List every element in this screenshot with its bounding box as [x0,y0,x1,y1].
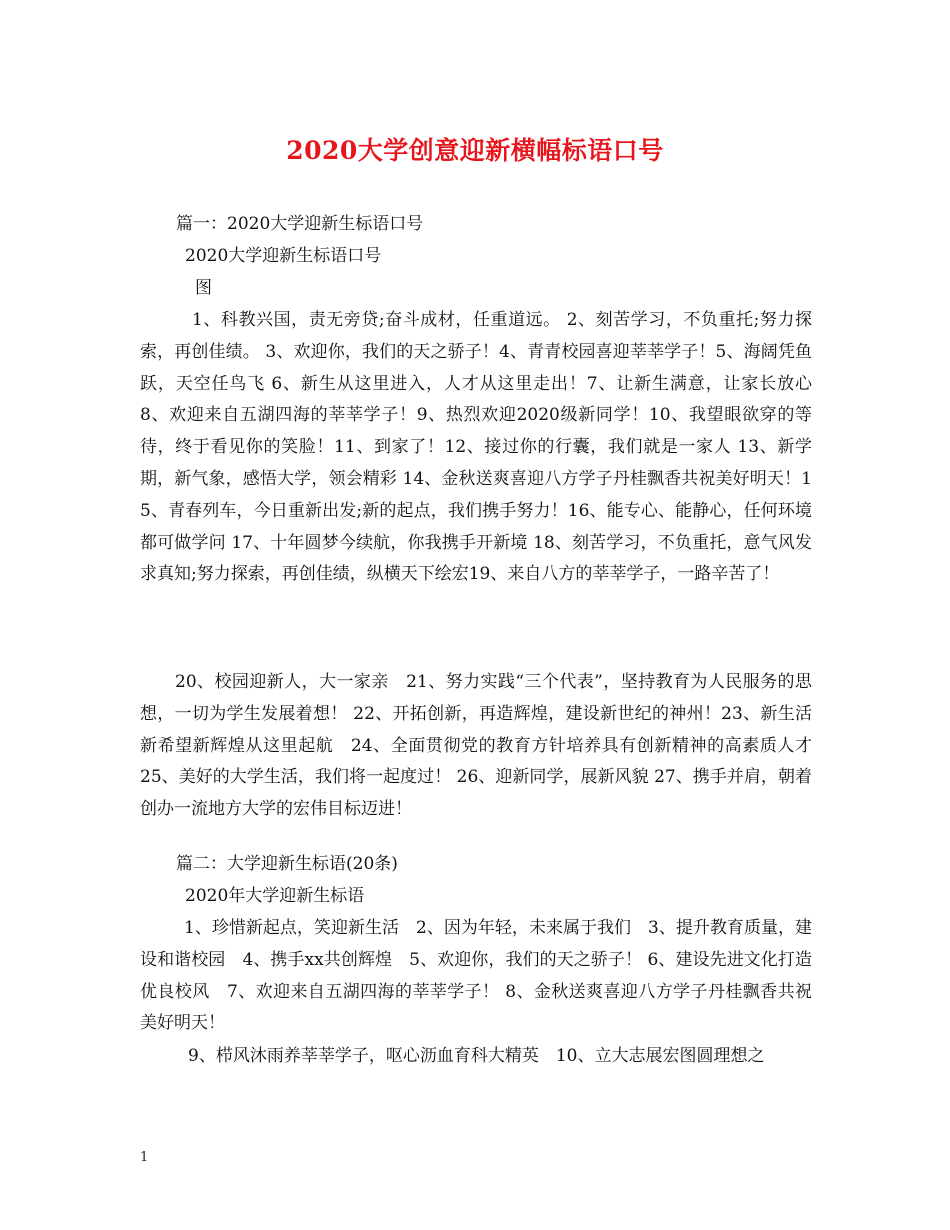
paragraph-slogans-4 [140,1041,812,1073]
paragraph-slogans-1 [140,305,812,591]
paragraph-text: 20、校园迎新人，大一家亲 21、努力实践“三个代表”，坚持教育为人民服务的思想，一切为学生发展着想！ 22、开拓创新，再造辉煌，建设新世纪的神州！23、新生活新希望新辉煌从这里起航 24、全面贯彻党的教育方针培养具有创新精神的高素质人才 25、美好的大学生活，我们将一起度过！ 26、迎新同学，展新风貌 27、携手并肩，朝着创办一流地方大学的宏伟目标迈进！ [140,672,829,820]
section2-heading: 篇二：大学迎新生标语(20条) [176,854,398,874]
paragraph-text: 1、科教兴国，责无旁贷;奋斗成材，任重道远。 2、刻苦学习，不负重托;努力探索，再创佳绩。 3、欢迎你，我们的天之骄子！4、青青校园喜迎莘莘学子！5、海阔凭鱼跃，天空任鸟飞 6、新生从这里进入，人才从这里走出！7、让新生满意，让家长放心 8、欢迎来自五湖四海的莘莘学子！9、热烈欢迎2020级新同学！10、我望眼欲穿的等待，终于看见你的笑脸！11、到家了！12、接过你的行囊，我们就是一家人 13、新学期，新气象，感悟大学，领会精彩 14、金秋送爽喜迎八方学子丹桂飘香共祝美好明天！15、青春列车，今日重新出发;新的起点，我们携手努力！16、能专心、能静心，任何环境都可做学问 17、十年圆梦今续航，你我携手开新境 18、刻苦学习，不负重托，意气风发求真知;努力探索，再创佳绩，纵横天下绘宏19、来自八方的莘莘学子，一路辛苦了！ [140,310,812,585]
paragraph-text: 1、珍惜新起点，笑迎新生活 2、因为年轻，未来属于我们 3、提升教育质量，建设和谐校园 4、携手xx共创辉煌 5、欢迎你，我们的天之骄子！ 6、建设先进文化打造优良校风 7、欢迎来自五湖四海的莘莘学子！ 8、金秋送爽喜迎八方学子丹桂飘香共祝美好明天！ [140,918,812,1034]
paragraph-text: 9、栉风沐雨养莘莘学子，呕心沥血育科大精英 10、立大志展宏图圆理想之 [188,1046,765,1066]
paragraph-slogans-3 [140,913,812,1040]
section1-subheading: 2020大学迎新生标语口号 [185,246,382,266]
section2-subheading: 2020年大学迎新生标语 [185,886,365,906]
figure-label: 图 [195,278,212,298]
document-title: 2020大学创意迎新横幅标语口号 [286,136,664,165]
section1-heading: 篇一：2020大学迎新生标语口号 [176,214,424,234]
paragraph-slogans-2 [140,667,829,826]
page-number: 1 [140,1150,149,1165]
